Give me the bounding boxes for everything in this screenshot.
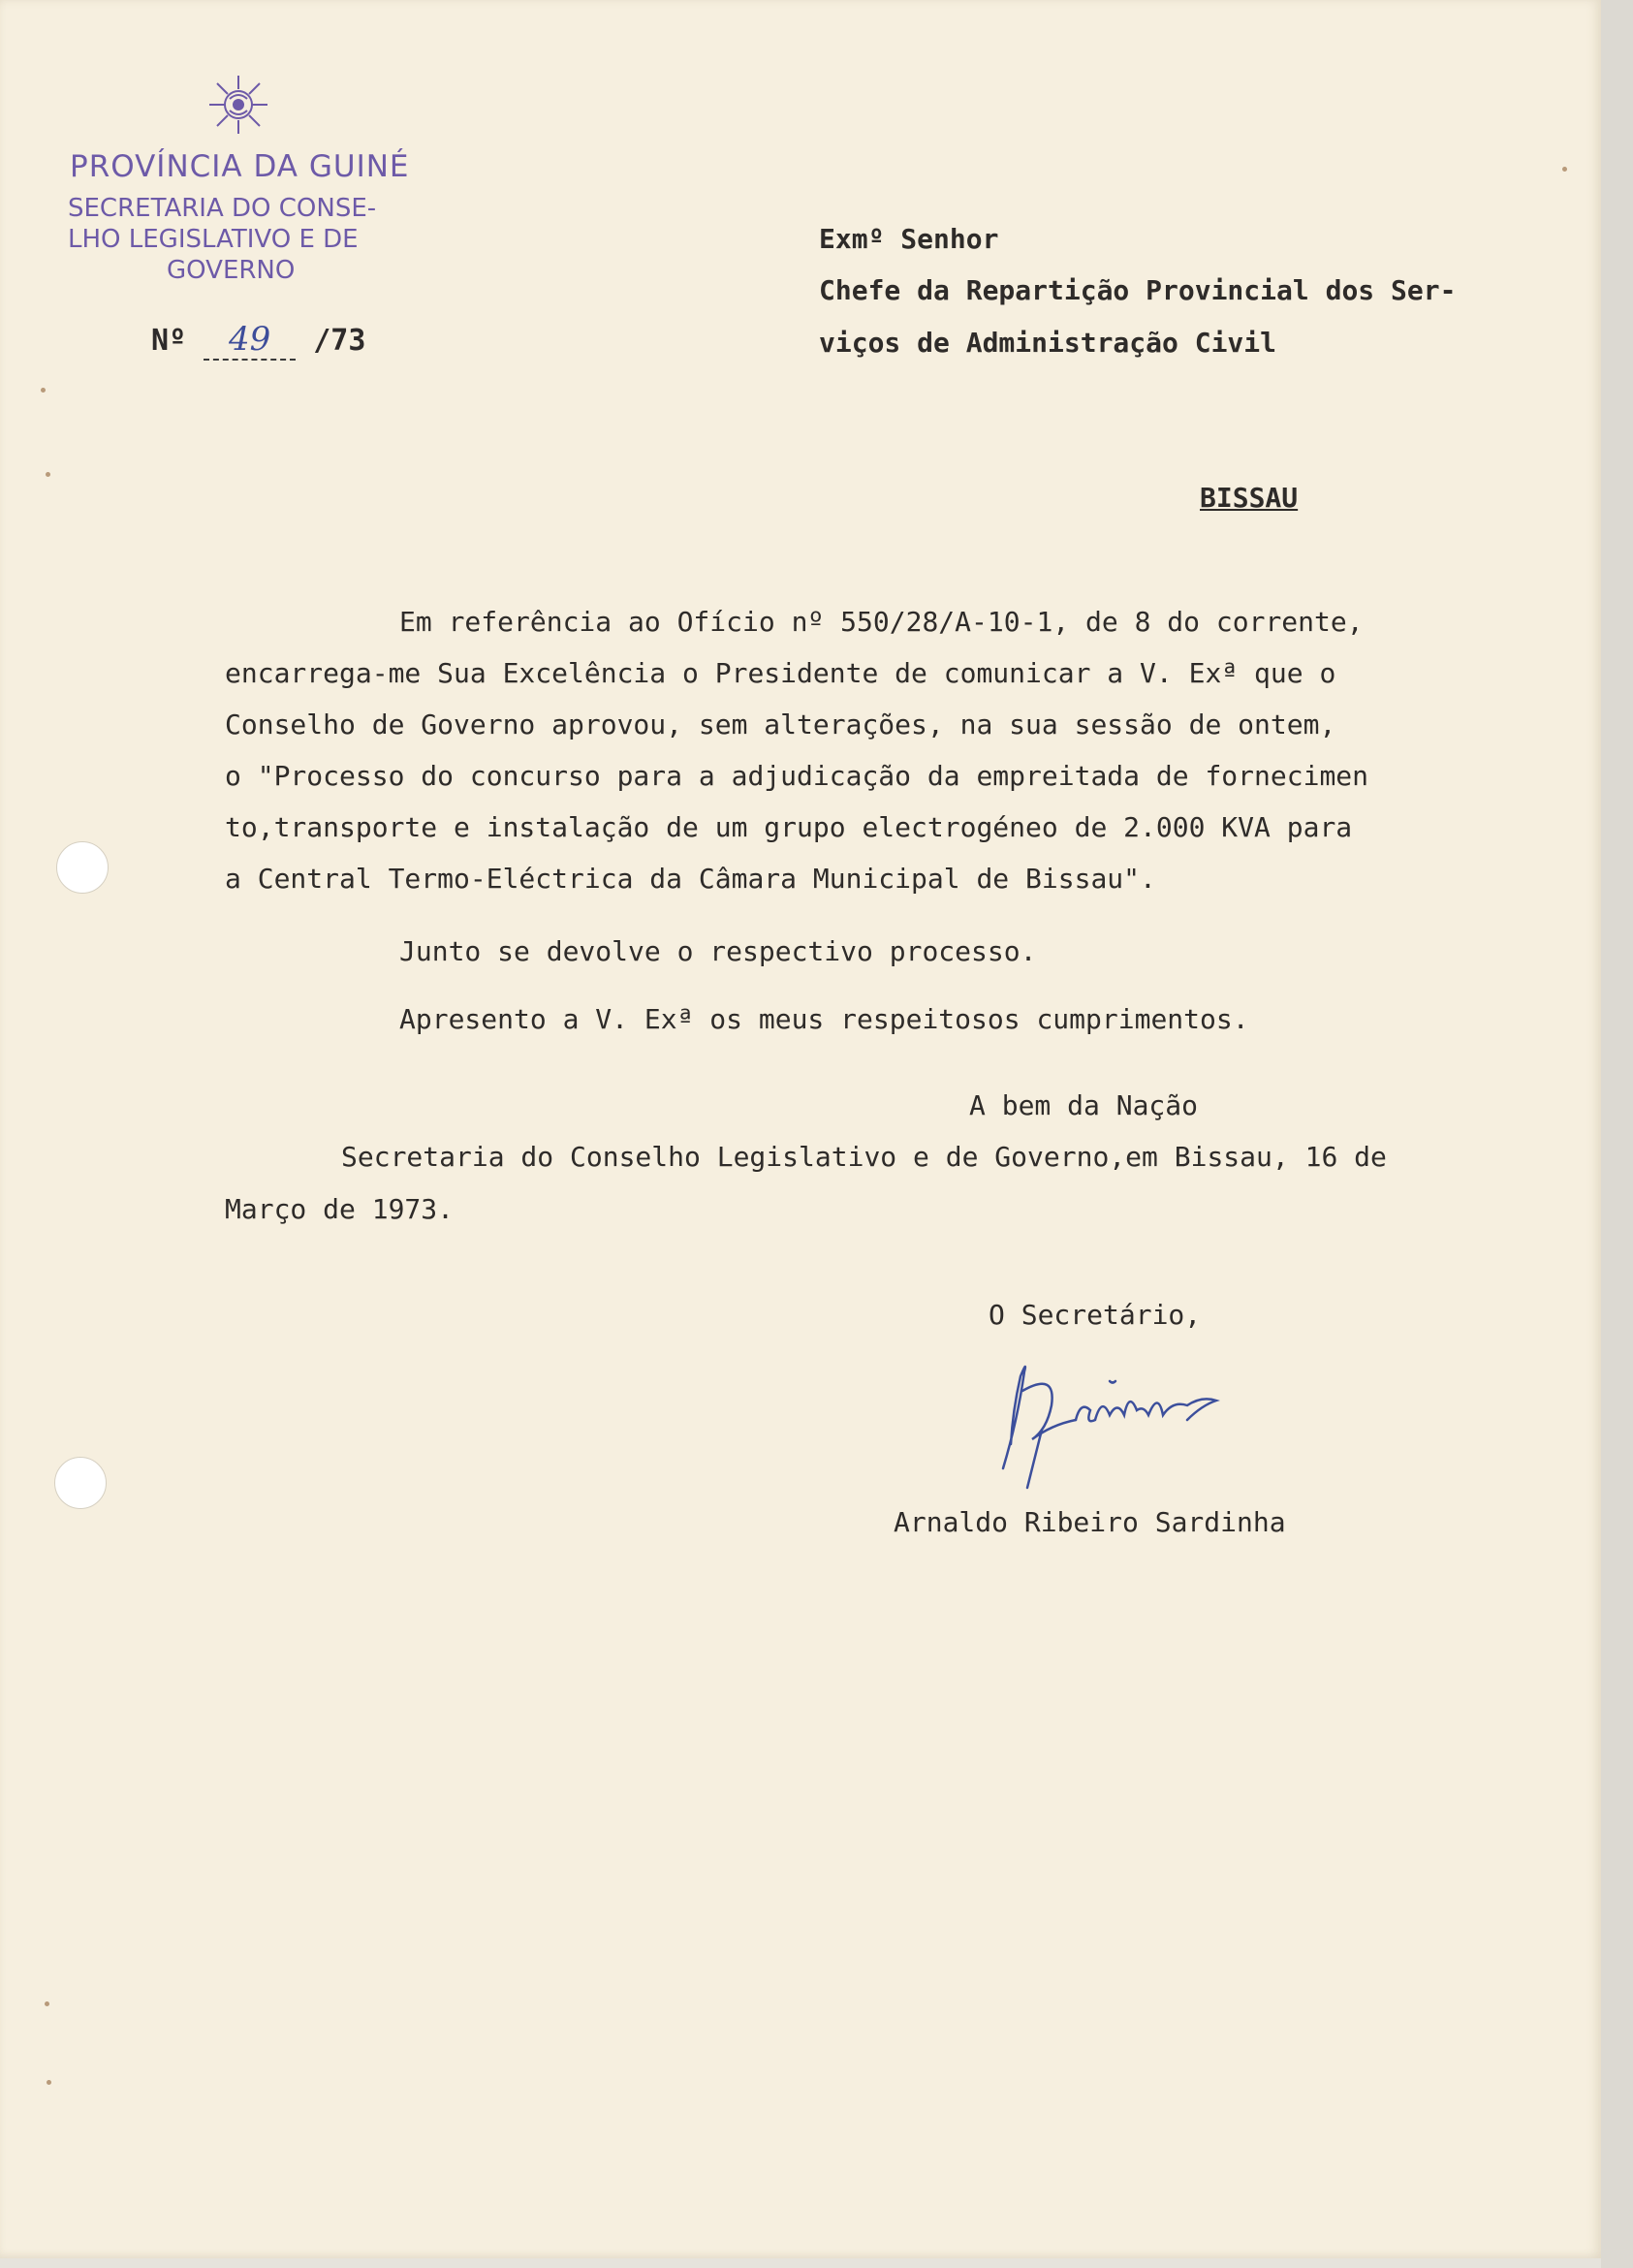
punch-hole	[56, 841, 109, 894]
signer-title: O Secretário,	[989, 1299, 1202, 1331]
handwritten-signature	[984, 1352, 1245, 1497]
place-date-line-2: Março de 1973.	[225, 1193, 455, 1225]
reference-prefix: Nº	[151, 324, 187, 358]
addressee-city: BISSAU	[1200, 482, 1299, 514]
signer-name: Arnaldo Ribeiro Sardinha	[894, 1506, 1286, 1538]
paper-speck	[41, 388, 46, 393]
reference-handwritten-number: 49	[204, 320, 296, 361]
body-line: to,transporte e instalação de um grupo electrogéneo de 2.000 KVA para	[225, 811, 1353, 843]
reference-year: /73	[313, 324, 366, 358]
addressee-line-1: Chefe da Repartição Provincial dos Ser-	[819, 274, 1457, 306]
addressee-line-2: viços de Administração Civil	[819, 327, 1277, 359]
place-date-line-1: Secretaria do Conselho Legislativo e de Governo,em Bissau, 16 de	[341, 1141, 1387, 1173]
paper-speck	[45, 2001, 49, 2006]
closing-salutation: A bem da Nação	[969, 1089, 1199, 1121]
coat-of-arms-emblem-icon	[201, 70, 276, 138]
paper-speck	[1562, 167, 1567, 172]
body-paragraph-return: Junto se devolve o respectivo processo.	[399, 935, 1037, 967]
paper-speck	[47, 2080, 51, 2085]
body-paragraph-regards: Apresento a V. Exª os meus respeitosos cumprimentos.	[399, 1003, 1249, 1035]
stamp-office-line1: SECRETARIA DO CONSE-	[68, 194, 377, 223]
scan-background-edge	[1601, 0, 1633, 2268]
body-line: Em referência ao Ofício nº 550/28/A-10-1, de 8 do corrente,	[399, 606, 1364, 638]
addressee-salutation: Exmº Senhor	[819, 223, 999, 255]
body-line: Conselho de Governo aprovou, sem alterações, na sua sessão de ontem,	[225, 709, 1336, 740]
punch-hole	[54, 1457, 107, 1509]
stamp-office-line3: GOVERNO	[167, 256, 296, 285]
stamp-province-name: PROVÍNCIA DA GUINÉ	[70, 149, 410, 184]
body-line: o "Processo do concurso para a adjudicação da empreitada de fornecimen	[225, 760, 1369, 792]
body-line: a Central Termo-Eléctrica da Câmara Municipal de Bissau".	[225, 863, 1156, 895]
stamp-office-line2: LHO LEGISLATIVO E DE	[68, 225, 359, 254]
body-line: encarrega-me Sua Excelência o Presidente de comunicar a V. Exª que o	[225, 657, 1336, 689]
reference-number	[151, 320, 365, 361]
paper-speck	[46, 472, 50, 477]
